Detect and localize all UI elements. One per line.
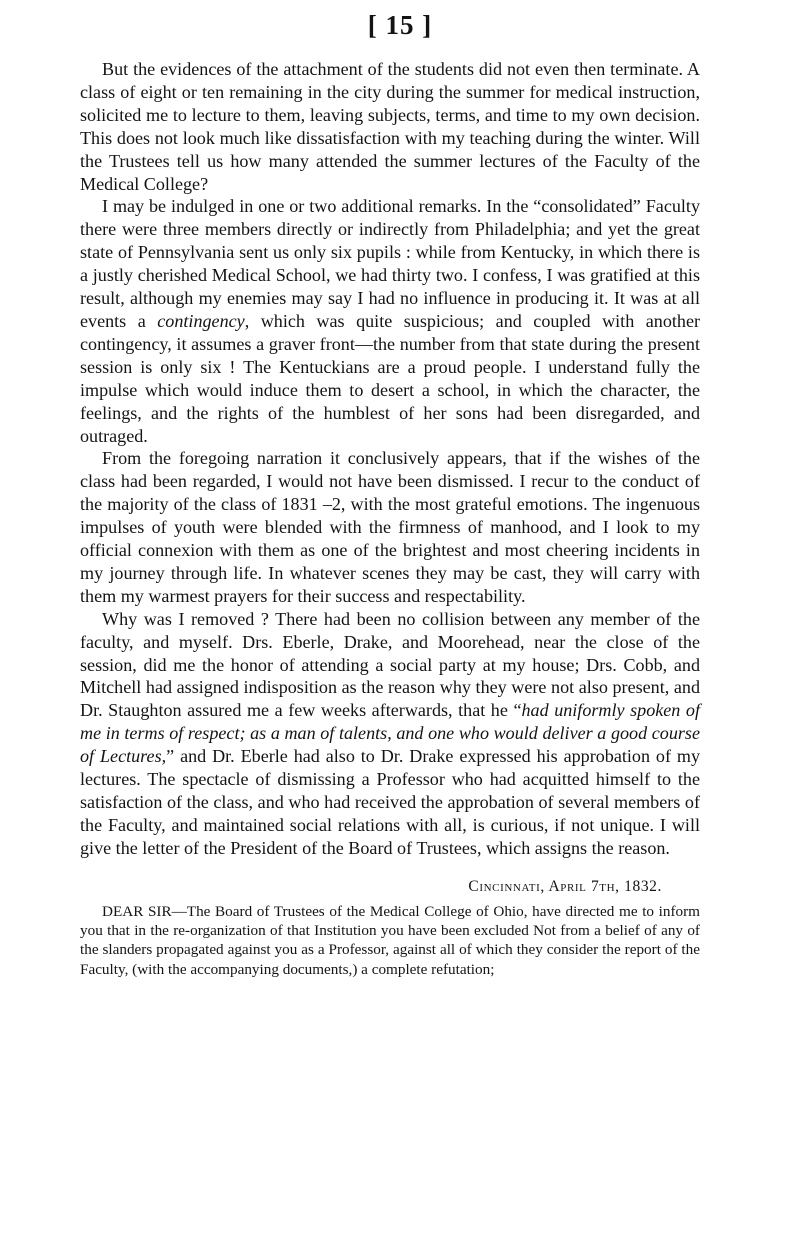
paragraph-text: I may be indulged in one or two additional remarks. In the “consolidated” Faculty there were three members directly or indirectly from Philadelphia; and yet the great state of Pennsylvania sent us only six pupils : while from Kentucky, in which there is a justly cherished Medical School, we had thirty two. I confess, I was gratified at this result, although my enemies may say I had no influence in producing it. It was at all events a — [80, 196, 700, 331]
paragraph — [80, 195, 700, 447]
paragraph — [80, 447, 700, 607]
paragraph-text: , which was quite suspicious; and coupled with another contingency, it assumes a graver front—the number from that state during the present session is only six ! The Kentuckians are a proud people. I understand fully the impulse which would induce them to desert a school, in which the character, the feelings, and the rights of the humblest of her sons had been disregarded, and outraged. — [80, 310, 700, 446]
paragraph-text: From the foregoing narration it conclusively appears, that if the wishes of the class had been regarded, I would not have been dismissed. I recur to the conduct of the majority of the class of 1831 –2, with the most grateful emotions. The ingenuous impulses of youth were blended with the firmness of manhood, and I look to my official connexion with them as one of the brightest and most cheering incidents in my journey through life. In whatever scenes they may be cast, they will carry with them my warmest prayers for their success and respectability. — [80, 448, 700, 606]
page-number: [ 15 ] — [367, 10, 433, 40]
paragraph-text: ” and Dr. Eberle had also to Dr. Drake expressed his approbation of my lectures. The spectacle of dismissing a Professor who had acquitted himself to the satisfaction of the class, and who had received the approbation of several members of the Faculty, and maintained social relations with all, is curious, if not unique. I will give the letter of the President of the Board of Trustees, which assigns the reason. — [80, 746, 700, 858]
letter-body: DEAR SIR—The Board of Trustees of the Medical College of Ohio, have directed me to inform you that in the re-organization of that Institution you have been excluded Not from a belief of any of the slanders propagated against you as a Professor, against all of which they consider the report of the Faculty, (with the accompanying documents,) a complete refutation; — [80, 902, 700, 978]
italic-text: contingency — [157, 310, 245, 331]
italic-quote: had uniformly spoken of me in terms of respect; as a man of talents, and one who would deliver a good course of Lectures, — [80, 700, 700, 767]
paragraph — [80, 58, 700, 195]
paragraph-text: But the evidences of the attachment of the students did not even then terminate. A class of eight or ten remaining in the city during the summer for medical instruction, solicited me to lecture to them, leaving subjects, terms, and time to my own decision. This does not look much like dissatisfaction with my teaching during the winter. Will the Trustees tell us how many attended the summer lectures of the Faculty of the Medical College? — [80, 59, 700, 194]
letter-dateline: Cincinnati, April 7th, 1832. — [468, 877, 662, 895]
page-body — [80, 58, 700, 979]
paragraph-text: Why was I removed ? There had been no collision between any member of the faculty, and myself. Drs. Eberle, Drake, and Moorehead, near the close of the session, did me the honor of attending a social party at my house; Drs. Cobb, and Mitchell had assigned indisposition as the reason why they were not also present, and Dr. Staughton assured me a few weeks afterwards, that he “ — [80, 608, 700, 721]
paragraph — [80, 608, 700, 860]
